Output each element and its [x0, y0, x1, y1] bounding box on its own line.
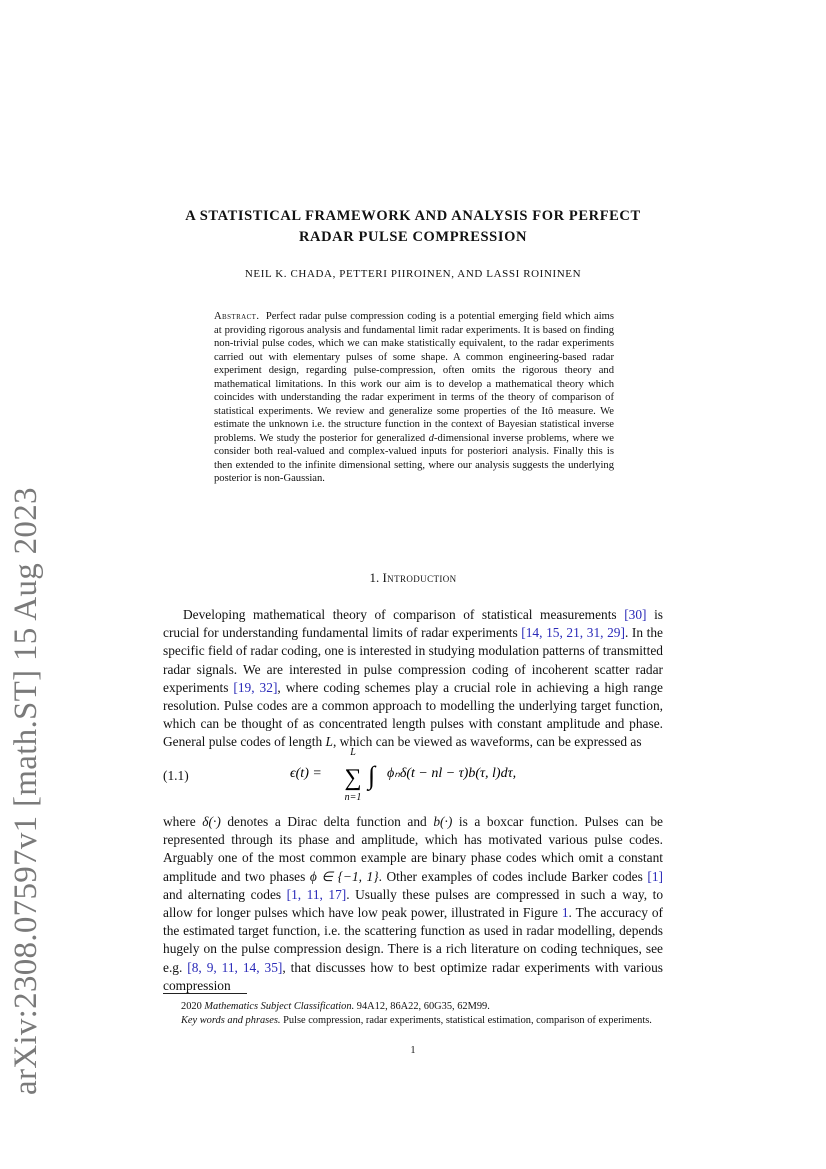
footnote-keywords: [163, 1014, 663, 1028]
p1-text: , where coding schemes play a crucial role in achieving a high range resolution. Pulse codes are a common approach to modelling the underlying target function, which can be thought of as concentrated length pulses with constant amplitude and phase. General pulse codes of length: [163, 679, 663, 750]
math-phases: ϕ ∈ {−1, 1}: [309, 868, 379, 884]
footnote-divider: [163, 993, 247, 994]
section-number: 1.: [369, 570, 380, 585]
equation-rhs: ϕₙδ(t − nl − τ)b(τ, l)dτ,: [387, 766, 517, 781]
math-L: L: [325, 734, 333, 750]
equation-lhs: ϵ(t) =: [290, 766, 322, 781]
paper-title: [163, 206, 663, 248]
msc-codes: 94A12, 86A22, 60G35, 62M99.: [354, 1001, 490, 1012]
p1-text: is crucial for understanding fundamental limits of radar experiments: [163, 607, 664, 641]
citation-link[interactable]: [1, 11, 17]: [286, 886, 347, 902]
equation-1-1: [290, 742, 590, 804]
p1-text: Developing mathematical theory of comparison of statistical measurements: [183, 607, 625, 622]
keywords-text: Pulse compression, radar experiments, statistical estimation, comparison of experiments.: [280, 1015, 652, 1026]
p2-text: and alternating codes: [163, 886, 287, 902]
p2-text: is a boxcar function. Pulses can be represented through its phase and amplitude, which has motivated various pulse codes. Arguably one of the most common example are binary phase codes which omit a constant amplitude and two phases: [163, 814, 663, 884]
title-line-1: A STATISTICAL FRAMEWORK AND ANALYSIS FOR PERFECT: [185, 208, 641, 224]
p2-text: . Other examples of codes include Barker codes: [378, 868, 648, 884]
section-title: Introduction: [382, 570, 457, 585]
p2-text: denotes a Dirac delta function and: [220, 814, 434, 829]
paragraph-1: [163, 606, 663, 752]
citation-link[interactable]: [8, 9, 11, 14, 35]: [187, 959, 283, 975]
footnote-msc: [163, 1000, 663, 1014]
citation-link[interactable]: [14, 15, 21, 31, 29]: [521, 625, 625, 641]
abstract-label: Abstract.: [214, 311, 260, 322]
sum-lower-limit: n=1: [344, 792, 362, 803]
abstract-text-part-2: -dimensional inverse problems, where we consider both real-valued and complex-valued inputs for posteriori analysis. Finally this is then extended to the infinite dimensional setting, where our analysis suggests the underlying posterior is non-Gaussian.: [214, 432, 614, 484]
p2-text: where: [163, 814, 203, 829]
sum-upper-limit: L: [350, 747, 356, 758]
title-line-2: RADAR PULSE COMPRESSION: [298, 229, 528, 245]
abstract: [214, 310, 614, 486]
author-list: NEIL K. CHADA, PETTERI PIIROINEN, AND LASSI ROININEN: [244, 268, 582, 280]
keywords-label: Key words and phrases.: [181, 1015, 281, 1026]
citation-link[interactable]: [30]: [624, 607, 647, 622]
abstract-text-part-1: Perfect radar pulse compression coding is a potential emerging field which aims at providing rigorous analysis and fundamental limit radar experiments. It is based on finding non-trivial pulse codes, which we can make statistically equivalent, to the radar experiments carried out with elementary pulses of some shape. A common engineering-based radar experiment design, regarding pulse-compression, often omits the rigorous theory and mathematical limitations. In this work our aim is to develop a mathematical theory which coincides with understanding the radar experiment in terms of the theory of comparison of statistical experiments. We review and generalize some properties of the Itô measure. We estimate the unknown i.e. the structure function in the context of Bayesian statistical inverse problems. We study the posterior for generalized: [214, 311, 614, 444]
msc-label: Mathematics Subject Classification.: [204, 1001, 355, 1012]
p1-text: , which can be viewed as waveforms, can be expressed as: [332, 734, 642, 750]
citation-link[interactable]: [1]: [647, 868, 664, 884]
section-heading-introduction: [163, 570, 663, 586]
summation-symbol: ∑: [344, 765, 362, 791]
p1-text: . In the specific field of radar coding, one is interested in studying modulation patterns of transmitted radar signals. We are interested in pulse compression coding of incoherent scatter radar experiments: [163, 625, 664, 695]
p2-text: . The accuracy of the estimated target function, i.e. the scattering function as used in radar modelling, depends hugely on the pulse compression design. There is a rich literature on coding techniques, see e.g.: [163, 905, 663, 975]
p2-text: , that discusses how to best optimize radar experiments with various compression: [163, 959, 663, 993]
figure-link[interactable]: 1: [561, 905, 569, 921]
abstract-math-d: d: [428, 432, 434, 444]
integral-symbol: ∫: [368, 761, 376, 790]
msc-year: 2020: [181, 1001, 205, 1012]
footnotes: [163, 1000, 663, 1028]
p2-text: . Usually these pulses are compressed in such a way, to allow for longer pulses which have low peak power, illustrated in Figure: [163, 886, 664, 921]
math-boxcar: b(·): [433, 814, 453, 829]
math-dirac-delta: δ(·): [202, 814, 221, 829]
paragraph-2: [163, 813, 663, 995]
citation-link[interactable]: [19, 32]: [233, 679, 278, 695]
equation-number: (1.1): [163, 768, 189, 783]
page-number: 1: [410, 1045, 416, 1056]
arxiv-identifier-stamp: arXiv:2308.07597v1 [math.ST] 15 Aug 2023: [8, 487, 44, 1095]
